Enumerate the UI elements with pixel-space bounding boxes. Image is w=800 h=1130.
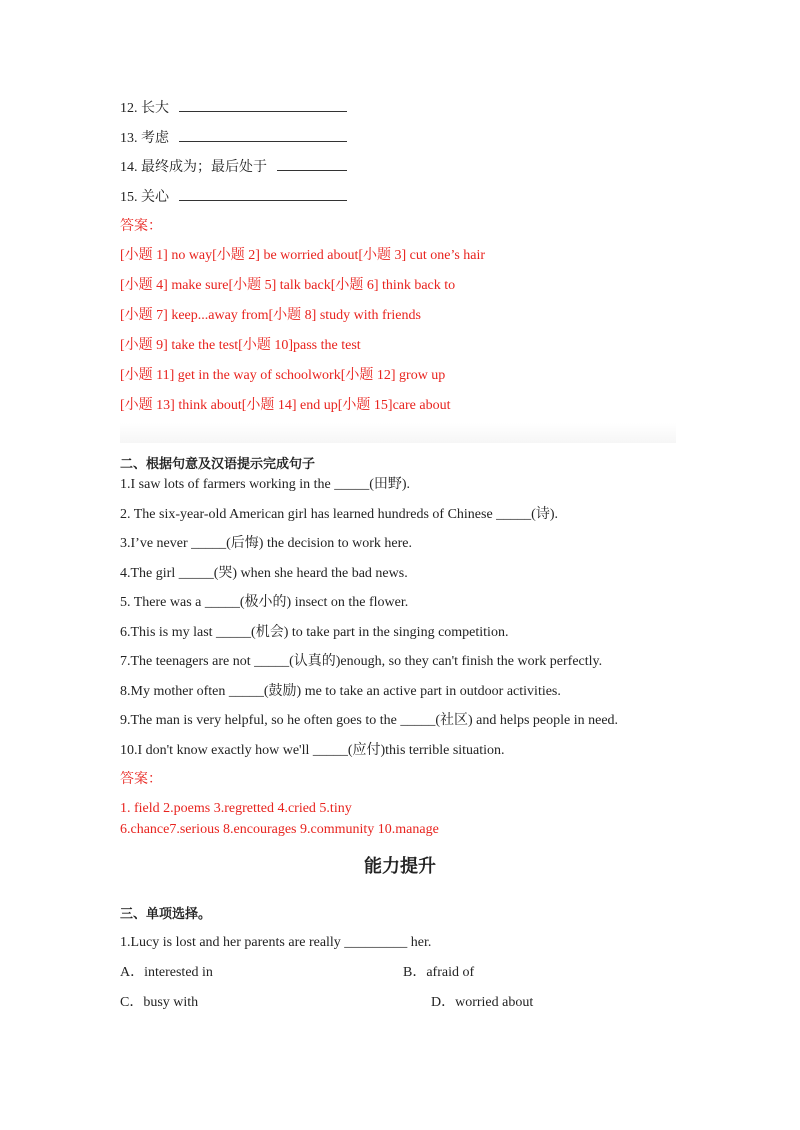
page-title: 能力提升 <box>364 856 436 877</box>
sentence-item: 10.I don't know exactly how we'll _____(应付)this terrible situation. <box>120 743 505 758</box>
vocab-item-12 <box>120 99 347 118</box>
sentence-item: 1.I saw lots of farmers working in the _____(田野). <box>120 477 411 492</box>
vocab-item-15 <box>120 188 347 207</box>
section-divider <box>120 423 676 443</box>
answer-line: 6.chance7.serious 8.encourages 9.community 10.manage <box>120 822 439 837</box>
vocab-text: 考虑 <box>141 131 169 146</box>
answer-label: 答案： <box>120 772 162 787</box>
option-c[interactable]: C．busy with <box>120 995 199 1010</box>
sentence-item: 9.The man is very helpful, so he often goes to the _____(社区) and helps people in need. <box>120 713 619 728</box>
option-d[interactable]: D．worried about <box>431 995 534 1010</box>
answer-line: [小题 11] get in the way of schoolwork[小题 12] grow up <box>120 368 446 383</box>
question-text: 1.Lucy is lost and her parents are really _________ her. <box>120 935 432 950</box>
sentence-item: 6.This is my last _____(机会) to take part in the singing competition. <box>120 625 509 640</box>
answer-line: [小题 9] take the test[小题 10]pass the test <box>120 338 361 353</box>
sentence-item: 3.I’ve never _____(后悔) the decision to work here. <box>120 536 412 551</box>
vocab-number: 13. <box>120 131 138 146</box>
option-b[interactable]: B．afraid of <box>403 965 475 980</box>
vocab-text: 最终成为；最后处于 <box>141 160 267 175</box>
vocab-number: 15. <box>120 190 138 205</box>
option-a[interactable]: A．interested in <box>120 965 213 980</box>
vocab-number: 12. <box>120 101 138 116</box>
sentence-item: 4.The girl _____(哭) when she heard the bad news. <box>120 566 408 581</box>
answer-blank[interactable] <box>179 188 347 201</box>
vocab-item-14 <box>120 158 347 177</box>
section-heading: 二、根据句意及汉语提示完成句子 <box>120 457 316 472</box>
answer-blank[interactable] <box>277 158 347 171</box>
answer-line: 1. field 2.poems 3.regretted 4.cried 5.tiny <box>120 801 352 816</box>
sentence-item: 7.The teenagers are not _____(认真的)enough, so they can't finish the work perfectly. <box>120 654 603 669</box>
vocab-item-13 <box>120 129 347 148</box>
answer-line: [小题 7] keep...away from[小题 8] study with friends <box>120 308 421 323</box>
answer-label: 答案： <box>120 219 162 234</box>
vocab-text: 长大 <box>141 101 169 116</box>
answer-line: [小题 1] no way[小题 2] be worried about[小题 3] cut one’s hair <box>120 248 486 263</box>
vocab-number: 14. <box>120 160 138 175</box>
answer-line: [小题 13] think about[小题 14] end up[小题 15]care about <box>120 398 451 413</box>
answer-blank[interactable] <box>179 129 347 142</box>
vocab-text: 关心 <box>141 190 169 205</box>
sentence-item: 5. There was a _____(极小的) insect on the flower. <box>120 595 409 610</box>
answer-blank[interactable] <box>179 99 347 112</box>
section-heading: 三、单项选择。 <box>120 907 212 922</box>
answer-line: [小题 4] make sure[小题 5] talk back[小题 6] think back to <box>120 278 456 293</box>
sentence-item: 2. The six-year-old American girl has learned hundreds of Chinese _____(诗). <box>120 507 559 522</box>
sentence-item: 8.My mother often _____(鼓励) me to take an active part in outdoor activities. <box>120 684 561 699</box>
